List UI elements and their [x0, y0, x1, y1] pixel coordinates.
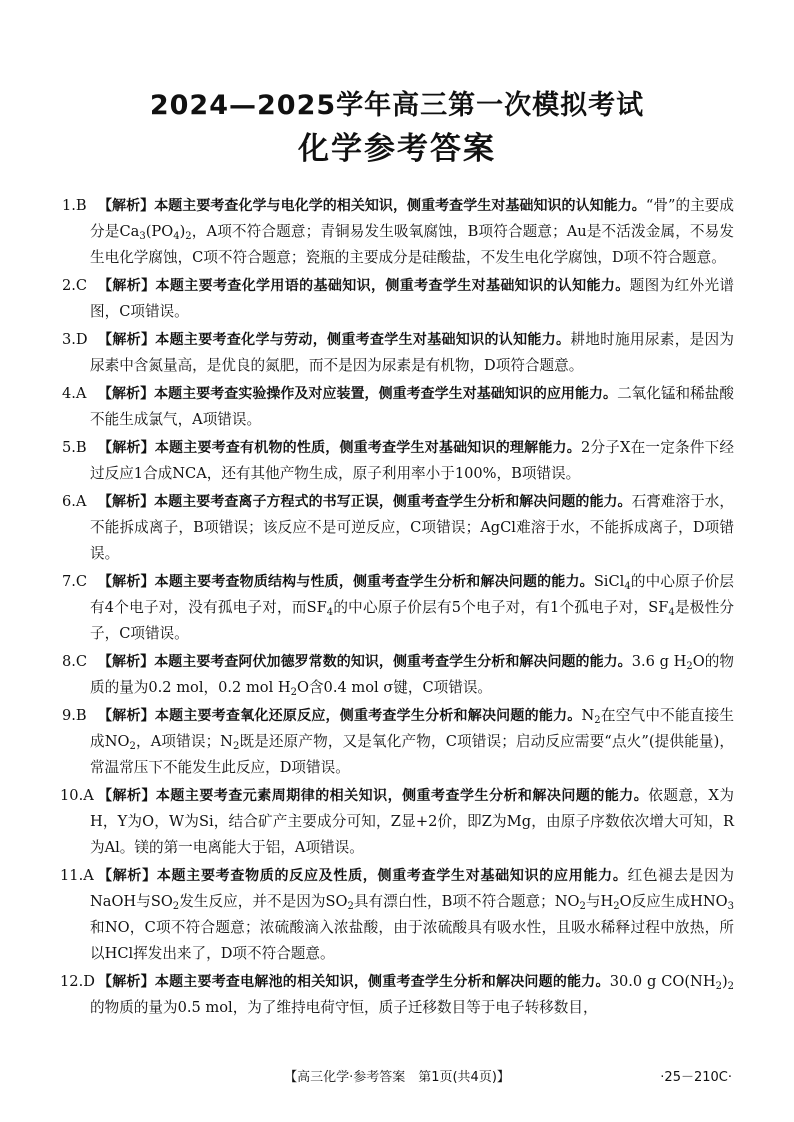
answer-item — [62, 435, 734, 487]
analysis-text: “骨”的主要成分是Ca — [90, 197, 734, 240]
analysis-tag: 【解析】 — [98, 708, 155, 724]
answer-number: 11.A — [60, 867, 94, 884]
analysis-text: ，A项不符合题意；青铜易发生吸氧腐蚀，B项符合题意；Au是不活泼金属，不易发生电化学腐蚀，C项不符合题意；瓷瓶的主要成分是硅酸盐，不发生电化学腐蚀，D项不符合题意。 — [90, 223, 734, 266]
subscript: 2 — [185, 231, 192, 242]
answer-item — [62, 381, 734, 433]
analysis-text: 发生反应，并不是因为SO — [179, 893, 348, 910]
analysis-text: ) — [179, 223, 186, 240]
subscript: 2 — [686, 661, 693, 672]
analysis-lead: 本题主要考查物质的反应及性质，侧重考查学生对基础知识的应用能力。 — [156, 868, 628, 884]
analysis-text: O反应生成HNO — [619, 893, 728, 910]
answer-number: 7.C — [62, 573, 88, 590]
analysis-text: O的物质的量为0.2 mol，0.2 mol H — [90, 653, 735, 696]
analysis-tag: 【解析】 — [98, 788, 156, 804]
analysis-lead: 本题主要考查化学用语的基础知识，侧重考查学生对基础知识的认知能力。 — [155, 278, 630, 294]
analysis-tag: 【解析】 — [98, 332, 156, 348]
exam-title: 2024—2025学年高三第一次模拟考试 — [149, 90, 645, 121]
subscript: 3 — [139, 231, 146, 242]
analysis-lead: 本题主要考查电解池的相关知识，侧重考查学生分析和解决问题的能力。 — [154, 974, 610, 990]
subscript: 2 — [232, 741, 240, 752]
analysis-tag: 【解析】 — [98, 574, 155, 590]
subscript: 3 — [727, 901, 734, 912]
analysis-text: 和NO，C项不符合题意；浓硫酸滴入浓盐酸，由于浓硫酸具有吸水性，且吸水稀释过程中放热，所以HCl挥发出来了，D项不符合题意。 — [90, 919, 734, 962]
subscript: 2 — [579, 901, 586, 912]
analysis-text: SiCl — [593, 573, 625, 590]
analysis-lead: 本题主要考查氧化还原反应，侧重考查学生分析和解决问题的能力。 — [154, 708, 582, 724]
subscript: 2 — [347, 901, 354, 912]
analysis-text: 的物质的量为0.5 mol，为了维持电荷守恒，质子迁移数目等于电子转移数目， — [90, 999, 598, 1016]
analysis-tag: 【解析】 — [98, 868, 157, 884]
analysis-lead: 本题主要考查物质结构与性质，侧重考查学生分析和解决问题的能力。 — [154, 574, 594, 590]
answer-number: 5.B — [62, 439, 87, 456]
answer-item — [62, 969, 734, 1021]
answer-item — [62, 863, 734, 967]
analysis-text: 题图为红外光谱图，C项错误。 — [90, 277, 735, 320]
analysis-text: N — [581, 707, 595, 724]
analysis-lead: 本题主要考查实验操作及对应装置，侧重考查学生对基础知识的应用能力。 — [154, 386, 618, 402]
analysis-text: O含0.4 mol σ键，C项错误。 — [297, 679, 493, 696]
title-block — [0, 88, 794, 170]
analysis-tag: 【解析】 — [98, 278, 156, 294]
answer-item — [62, 489, 734, 567]
answer-item — [62, 649, 734, 701]
answer-item — [62, 327, 734, 379]
subscript: 2 — [129, 741, 136, 752]
analysis-text: 耕地时施用尿素，是因为尿素中含氮量高，是优良的氮肥，而不是因为尿素是有机物，D项符合题意。 — [90, 331, 735, 374]
analysis-text: 石膏难溶于水，不能拆成离子，B项错误；该反应不是可逆反应，C项错误；AgCl难溶于水，不能拆成离子，D项错误。 — [90, 493, 735, 562]
page-footer — [0, 1066, 794, 1090]
subscript: 2 — [613, 901, 620, 912]
footer-code: ·25－210C· — [660, 1070, 732, 1085]
answer-number: 4.A — [62, 385, 87, 402]
answer-number: 3.D — [62, 331, 88, 348]
analysis-tag: 【解析】 — [98, 494, 155, 510]
analysis-text: 具有漂白性，B项不符合题意；NO — [353, 893, 580, 910]
analysis-lead: 本题主要考查阿伏加德罗常数的知识，侧重考查学生分析和解决问题的能力。 — [154, 654, 632, 670]
analysis-text: 二氧化锰和稀盐酸不能生成氯气，A项错误。 — [90, 385, 735, 428]
answer-item — [62, 193, 734, 271]
answer-number: 12.D — [60, 973, 95, 990]
analysis-text: 在空气中不能直接生成NO — [90, 707, 735, 750]
analysis-text: 是极性分子，C项错误。 — [90, 599, 734, 642]
subscript: 2 — [727, 981, 735, 992]
analysis-lead: 本题主要考查有机物的性质，侧重考查学生对基础知识的理解能力。 — [154, 440, 581, 456]
subscript: 2 — [290, 687, 297, 698]
analysis-text: 的中心原子价层有5个电子对，有1个孤电子对，SF — [333, 599, 669, 616]
answer-number: 2.C — [62, 277, 88, 294]
analysis-lead: 本题主要考查化学与电化学的相关知识，侧重考查学生对基础知识的认知能力。 — [154, 198, 646, 214]
analysis-text: 既是还原产物，又是氧化产物，C项错误；启动反应需要“点火”(提供能量)，常温常压下不能发生此反应，D项错误。 — [90, 733, 735, 776]
subscript: 4 — [624, 581, 631, 592]
answer-list — [62, 193, 734, 1023]
analysis-text: 2分子X在一定条件下经过反应1合成NCA，还有其他产物生成，原子利用率小于100%，B项错误。 — [90, 439, 735, 482]
answer-number: 6.A — [62, 493, 87, 510]
analysis-text: 的中心原子价层有4个电子对，没有孤电子对，而SF — [90, 573, 735, 616]
answer-item — [62, 273, 734, 325]
analysis-text: 30.0 g CO(NH — [609, 973, 716, 990]
answer-number: 10.A — [60, 787, 94, 804]
answer-number: 8.C — [62, 653, 88, 670]
subscript: 4 — [326, 607, 334, 618]
subscript: 2 — [172, 901, 180, 912]
answer-item — [62, 783, 734, 861]
answer-key-title: 化学参考答案 — [298, 131, 496, 167]
analysis-lead: 本题主要考查化学与劳动，侧重考查学生对基础知识的认知能力。 — [155, 332, 571, 348]
analysis-text: 依题意，X为H，Y为O，W为Si，结合矿产主要成分可知，Z显+2价，即Z为Mg，由原子序数依次增大可知，R为Al。镁的第一电离能大于铝，A项错误。 — [90, 787, 735, 856]
analysis-text: ) — [721, 973, 728, 990]
analysis-tag: 【解析】 — [98, 654, 155, 670]
analysis-tag: 【解析】 — [98, 440, 155, 456]
answer-item — [62, 569, 734, 647]
footer-page-info: 【高三化学·参考答案 第1页(共4页)】 — [284, 1070, 510, 1085]
analysis-text: 红色褪去是因为NaOH与SO — [90, 867, 734, 910]
subscript: 2 — [715, 981, 722, 992]
analysis-lead: 本题主要考查元素周期律的相关知识，侧重考查学生分析和解决问题的能力。 — [155, 788, 649, 804]
analysis-text: (PO — [145, 223, 174, 240]
analysis-text: 3.6 g H — [631, 653, 687, 670]
subscript: 4 — [668, 607, 675, 618]
analysis-lead: 本题主要考查离子方程式的书写正误，侧重考查学生分析和解决问题的能力。 — [154, 494, 632, 510]
analysis-tag: 【解析】 — [98, 386, 155, 402]
analysis-text: 与H — [585, 893, 614, 910]
analysis-text: ，A项错误；N — [135, 733, 233, 750]
answer-item — [62, 703, 734, 781]
subscript: 2 — [594, 715, 601, 726]
subscript: 4 — [173, 231, 180, 242]
analysis-tag: 【解析】 — [98, 974, 155, 990]
answer-number: 9.B — [62, 707, 87, 724]
answer-number: 1.B — [62, 197, 87, 214]
analysis-tag: 【解析】 — [98, 198, 155, 214]
